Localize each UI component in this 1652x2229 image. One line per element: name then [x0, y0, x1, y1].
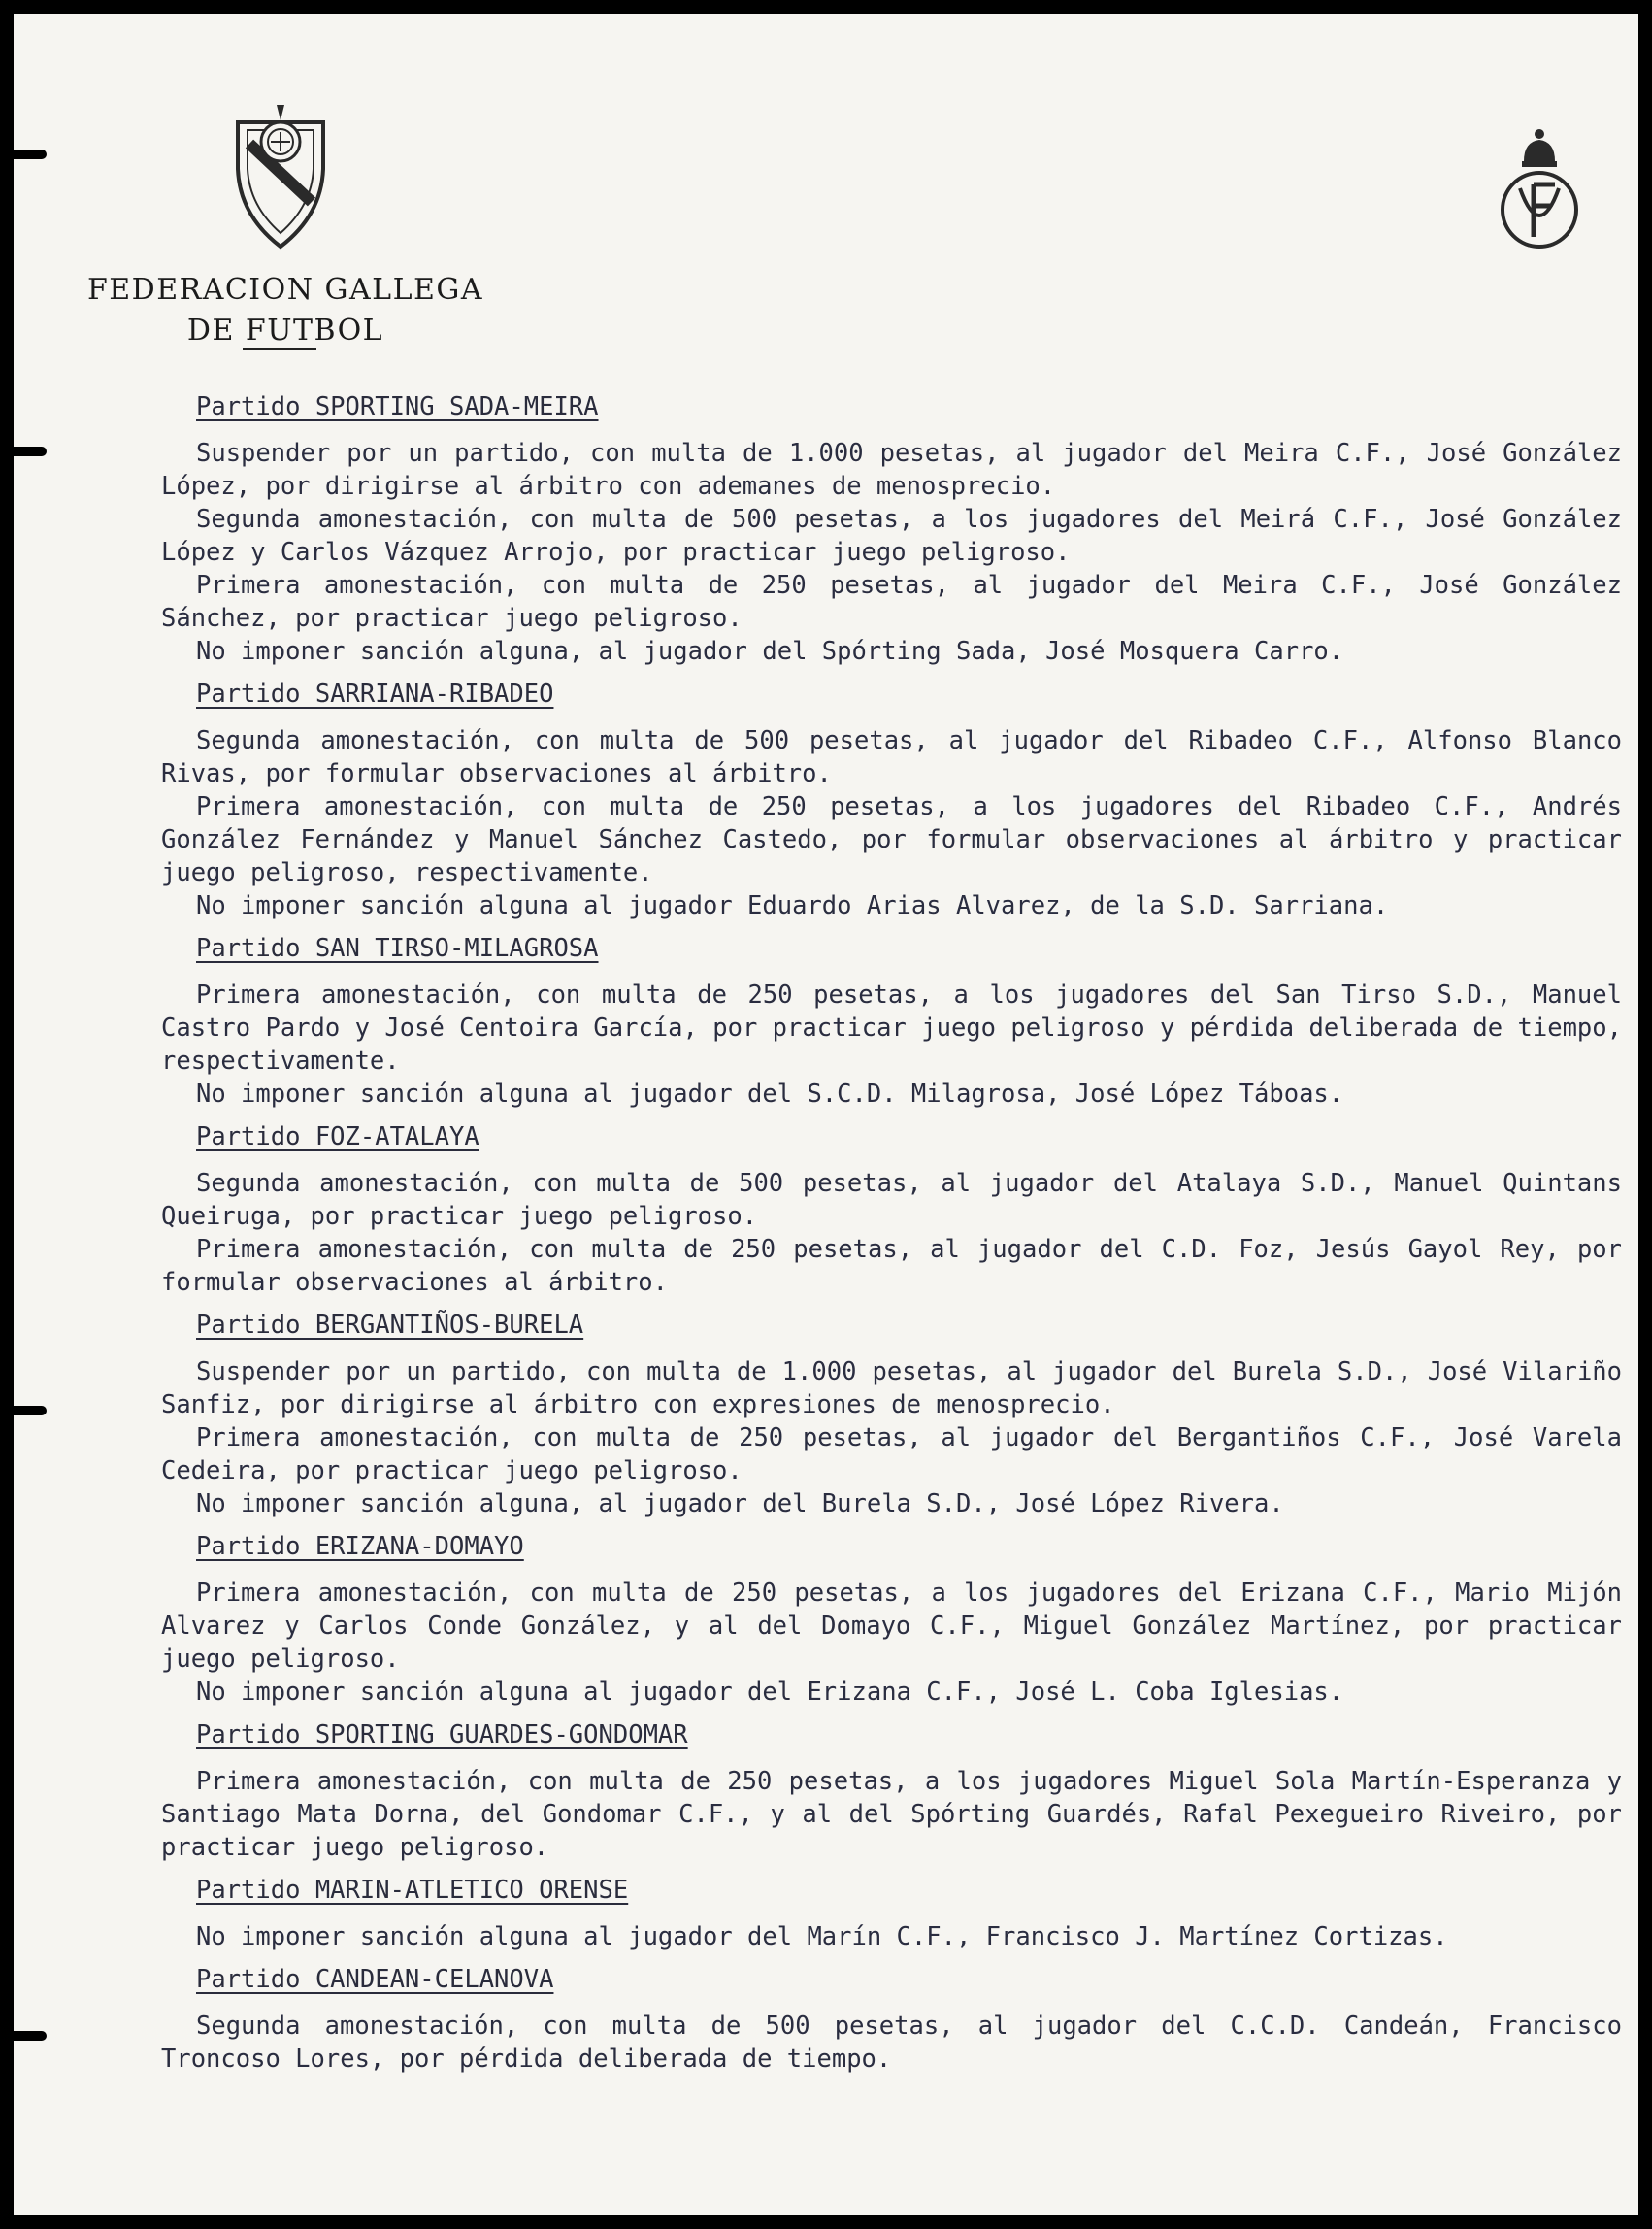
match-section	[161, 678, 1622, 922]
match-title: Partido ERIZANA-DOMAYO	[196, 1532, 524, 1561]
match-section	[161, 1963, 1622, 2076]
match-section	[161, 1530, 1622, 1709]
sanction-paragraph: Segunda amonestación, con multa de 500 pesetas, al jugador del Ribadeo C.F., Alfonso Blanco Rivas, por formular observaciones al árbitro.	[161, 726, 1622, 788]
match-title: Partido FOZ-ATALAYA	[196, 1122, 479, 1151]
match-section	[161, 390, 1622, 668]
match-title: Partido CANDEAN-CELANOVA	[196, 1965, 554, 1994]
sanction-paragraph: Primera amonestación, con multa de 250 pesetas, a los jugadores del Erizana C.F., Mario Mijón Alvarez y Carlos Conde González, y al del Domayo C.F., Miguel González Martínez, por practicar juego peligroso.	[161, 1579, 1622, 1674]
match-section	[161, 932, 1622, 1111]
match-title: Partido BERGANTIÑOS-BURELA	[196, 1311, 584, 1340]
sanction-paragraph: Primera amonestación, con multa de 250 pesetas, al jugador del C.D. Foz, Jesús Gayol Rey, por formular observaciones al árbitro.	[161, 1235, 1622, 1297]
document-page	[14, 14, 1638, 2215]
sanction-paragraph: Suspender por un partido, con multa de 1.000 pesetas, al jugador del Meira C.F., José González López, por dirigirse al árbitro con ademanes de menosprecio.	[161, 439, 1622, 501]
sanction-paragraph: Segunda amonestación, con multa de 500 pesetas, al jugador del C.C.D. Candeán, Francisco Troncoso Lores, por pérdida deliberada de tiempo.	[161, 2012, 1622, 2074]
sanction-paragraph: Segunda amonestación, con multa de 500 pesetas, a los jugadores del Meirá C.F., José González López y Carlos Vázquez Arrojo, por practicar juego peligroso.	[161, 505, 1622, 567]
header-divider	[243, 348, 316, 350]
sanction-paragraph: Suspender por un partido, con multa de 1.000 pesetas, al jugador del Burela S.D., José Vilariño Sanfiz, por dirigirse al árbitro con expresiones de menosprecio.	[161, 1357, 1622, 1419]
organization-name	[72, 270, 499, 351]
federation-shield-icon	[234, 101, 327, 250]
sanction-paragraph: No imponer sanción alguna al jugador del Marín C.F., Francisco J. Martínez Cortizas.	[196, 1922, 1448, 1951]
binder-hole-lower	[14, 1406, 47, 1415]
sanction-paragraph: Primera amonestación, con multa de 250 pesetas, a los jugadores del San Tirso S.D., Manuel Castro Pardo y José Centoira García, por practicar juego peligroso y pérdida deliberada de tiempo, respectivamente.	[161, 981, 1622, 1076]
sanction-paragraph: No imponer sanción alguna, al jugador del Burela S.D., José López Rivera.	[196, 1489, 1284, 1518]
sanctions-list	[161, 390, 1622, 2085]
sanction-paragraph: No imponer sanción alguna al jugador del S.C.D. Milagrosa, José López Táboas.	[196, 1080, 1344, 1109]
sanction-paragraph: Primera amonestación, con multa de 250 pesetas, al jugador del Bergantiños C.F., José Varela Cedeira, por practicar juego peligroso.	[161, 1423, 1622, 1485]
sanction-paragraph: No imponer sanción alguna, al jugador del Spórting Sada, José Mosquera Carro.	[196, 637, 1344, 666]
org-name-line2: DE FUTBOL	[186, 314, 384, 348]
match-title: Partido SPORTING SADA-MEIRA	[196, 392, 599, 421]
binder-hole-middle	[14, 447, 47, 456]
match-title: Partido SPORTING GUARDES-GONDOMAR	[196, 1720, 688, 1749]
sanction-paragraph: Primera amonestación, con multa de 250 pesetas, al jugador del Meira C.F., José González Sánchez, por practicar juego peligroso.	[161, 571, 1622, 633]
sanction-paragraph: Primera amonestación, con multa de 250 pesetas, a los jugadores del Ribadeo C.F., Andrés González Fernández y Manuel Sánchez Castedo, por formular observaciones al árbitro y practicar juego peligroso, respectivamente.	[161, 792, 1622, 887]
match-title: Partido SARRIANA-RIBADEO	[196, 680, 554, 709]
match-section	[161, 1874, 1622, 1953]
match-section	[161, 1309, 1622, 1520]
org-name-line1: FEDERACION GALLEGA	[86, 273, 484, 307]
crowned-emblem-icon	[1495, 128, 1584, 250]
match-title: Partido MARIN-ATLETICO ORENSE	[196, 1876, 629, 1905]
match-section	[161, 1718, 1622, 1864]
binder-hole-top	[14, 150, 47, 159]
sanction-paragraph: No imponer sanción alguna al jugador del Erizana C.F., José L. Coba Iglesias.	[196, 1678, 1344, 1707]
binder-hole-bottom	[14, 2031, 47, 2041]
sanction-paragraph: Segunda amonestación, con multa de 500 pesetas, al jugador del Atalaya S.D., Manuel Quintans Queiruga, por practicar juego peligroso.	[161, 1169, 1622, 1231]
sanction-paragraph: No imponer sanción alguna al jugador Eduardo Arias Alvarez, de la S.D. Sarriana.	[196, 891, 1389, 920]
match-title: Partido SAN TIRSO-MILAGROSA	[196, 934, 599, 963]
sanction-paragraph: Primera amonestación, con multa de 250 pesetas, a los jugadores Miguel Sola Martín-Esperanza y Santiago Mata Dorna, del Gondomar C.F., y al del Spórting Guardés, Rafal Pexegueiro Riveiro, por practicar juego peligroso.	[161, 1767, 1622, 1862]
match-section	[161, 1120, 1622, 1299]
